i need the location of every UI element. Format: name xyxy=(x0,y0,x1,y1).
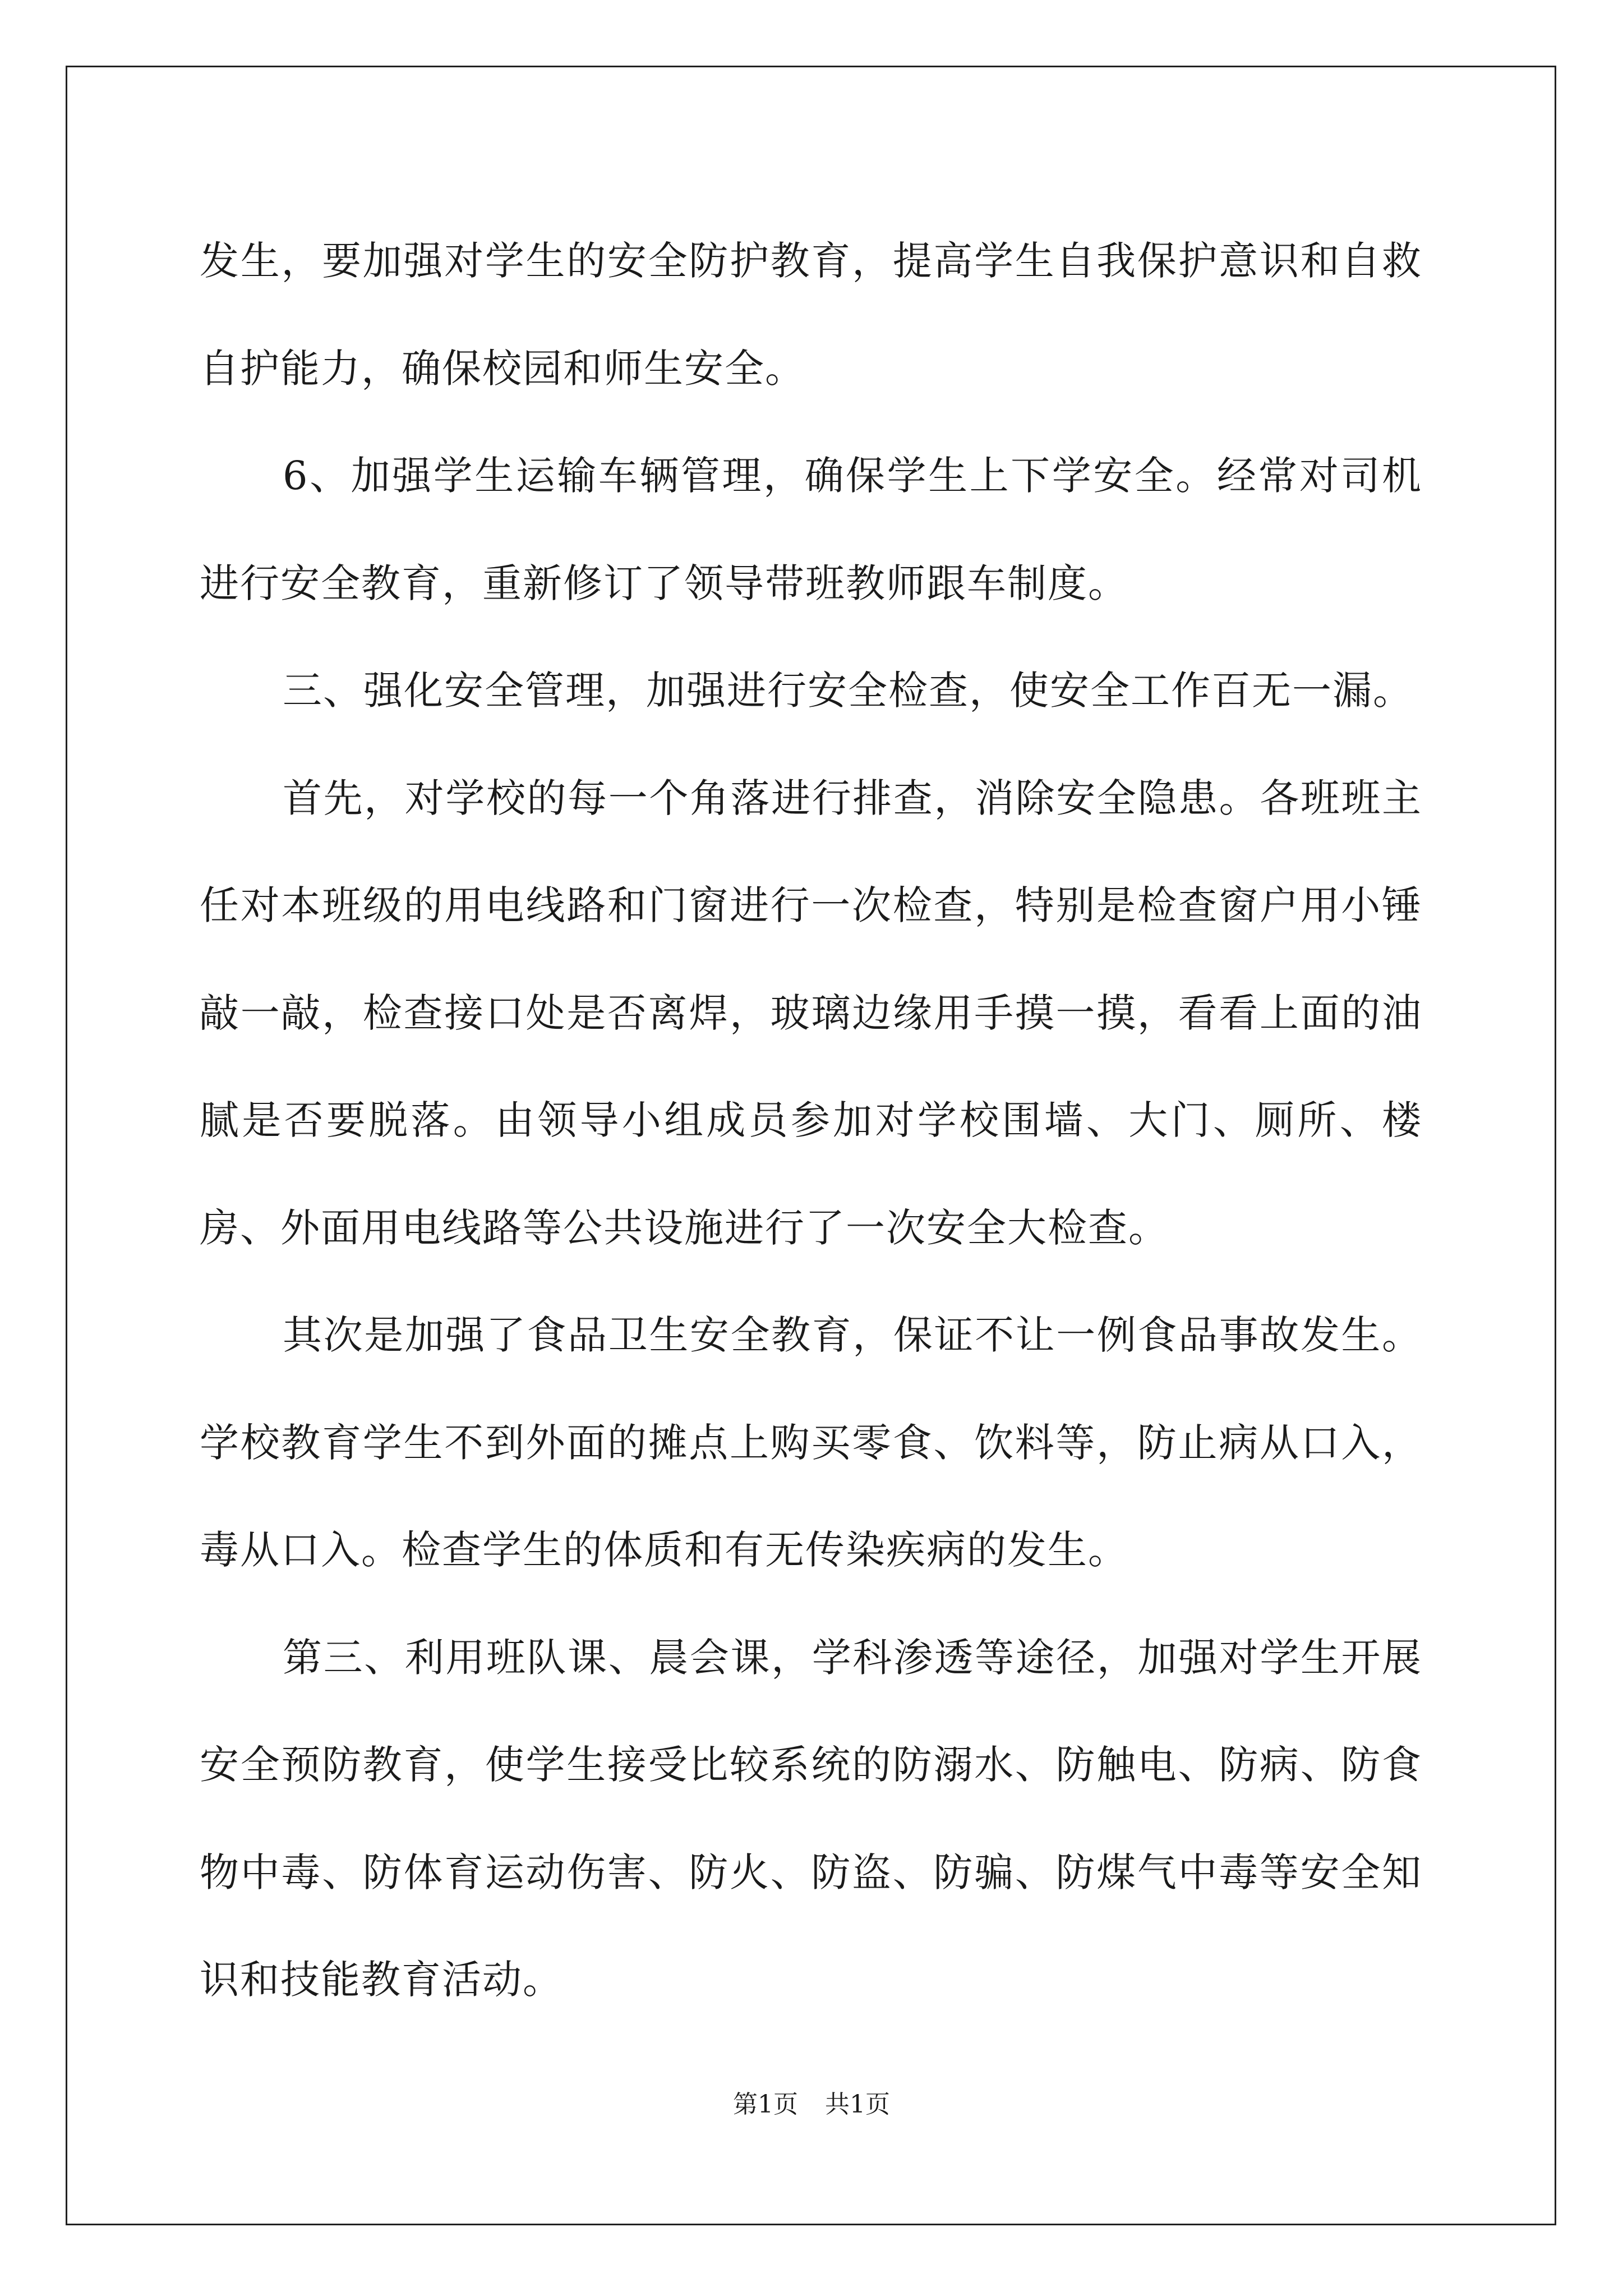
paragraph: 首先，对学校的每一个角落进行排查，消除安全隐患。各班班主任对本班级的用电线路和门窗进行一次检查，特别是检查窗户用小锤敲一敲，检查接口处是否离焊，玻璃边缘用手摸一摸，看看上面的油腻是否要脱落。由领导小组成员参加对学校围墙、大门、厕所、楼房、外面用电线路等公共设施进行了一次安全大检查。 xyxy=(200,775,1422,1251)
paragraph: 6、加强学生运输车辆管理，确保学生上下学安全。经常对司机进行安全教育，重新修订了领导带班教师跟车制度。 xyxy=(200,453,1422,606)
paragraph: 发生，要加强对学生的安全防护教育，提高学生自我保护意识和自救自护能力，确保校园和师生安全。 xyxy=(200,238,1422,392)
page-number: 第1页 xyxy=(733,2090,798,2119)
document-body xyxy=(200,208,1422,2034)
paragraph: 三、强化安全管理，加强进行安全检查，使安全工作百无一漏。 xyxy=(283,668,1413,714)
page-total: 共1页 xyxy=(825,2090,890,2119)
page-footer xyxy=(0,2084,1623,2120)
paragraph: 其次是加强了食品卫生安全教育，保证不让一例食品事故发生。学校教育学生不到外面的摊点上购买零食、饮料等，防止病从口入，毒从口入。检查学生的体质和有无传染疾病的发生。 xyxy=(200,1312,1422,1573)
paragraph: 第三、利用班队课、晨会课，学科渗透等途径，加强对学生开展安全预防教育，使学生接受比较系统的防溺水、防触电、防病、防食物中毒、防体育运动伤害、防火、防盗、防骗、防煤气中毒等安全知识和技能教育活动。 xyxy=(200,1634,1422,2003)
